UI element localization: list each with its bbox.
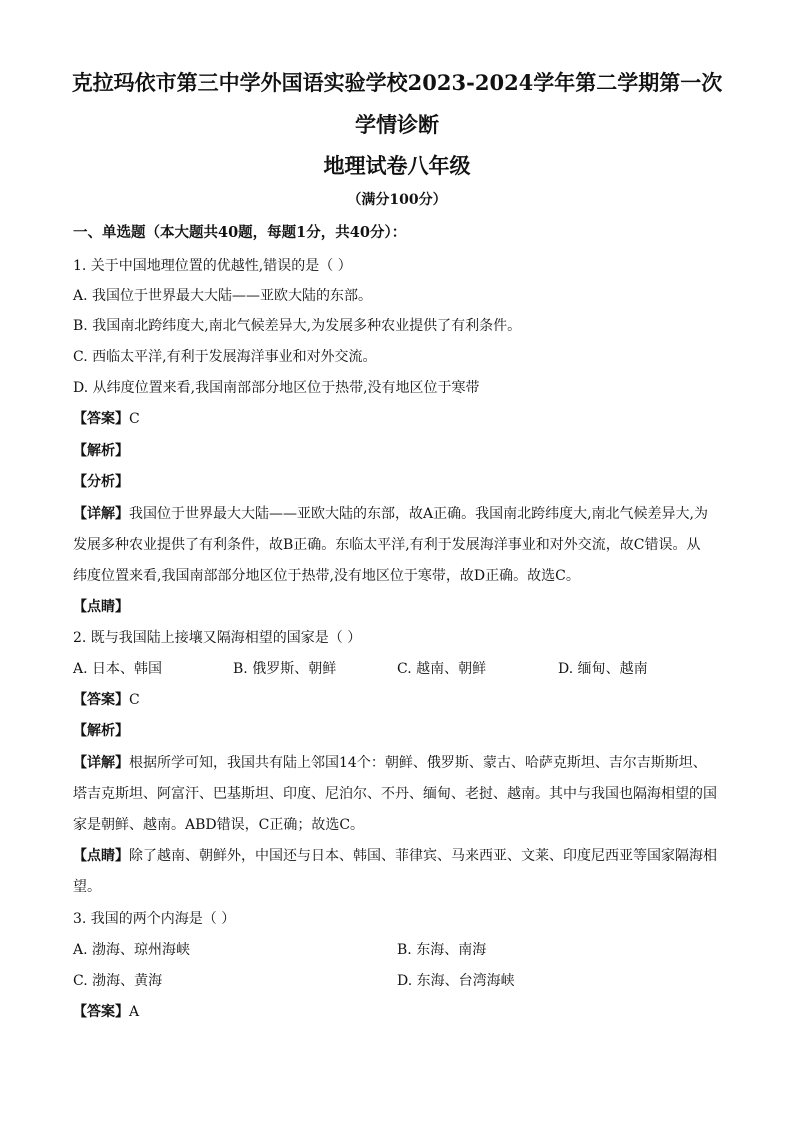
detail-tag: 【详解】: [73, 755, 129, 771]
q1-detail-line2: 发展多种农业提供了有利条件，故B正确。东临太平洋,有利于发展海洋事业和对外交流，故C错误。从: [73, 537, 701, 553]
q1-stem: 1. 关于中国地理位置的优越性,错误的是（ ）: [73, 258, 352, 274]
answer-tag: 【答案】: [73, 1004, 129, 1020]
doc-score: （满分100分）: [347, 192, 447, 208]
q2-detail-line1: [73, 753, 707, 773]
answer-value: C: [129, 411, 140, 427]
q2-option-d: D. 缅甸、越南: [558, 661, 648, 677]
answer-value: A: [129, 1004, 140, 1020]
q1-option-b: B. 我国南北跨纬度大,南北气候差异大,为发展多种农业提供了有利条件。: [73, 318, 522, 334]
answer-tag: 【答案】: [73, 692, 129, 708]
detail-text: 根据所学可知，我国共有陆上邻国14个：朝鲜、俄罗斯、蒙古、哈萨克斯坦、吉尔吉斯斯坦、: [129, 755, 707, 771]
q3-option-c: C. 渤海、黄海: [73, 973, 163, 989]
dianjing-text: 除了越南、朝鲜外，中国还与日本、韩国、菲律宾、马来西亚、文莱、印度尼西亚等国家隔海相: [129, 848, 717, 864]
q1-detail-line3: 纬度位置来看,我国南部部分地区位于热带,没有地区位于寒带，故D正确。故选C。: [73, 568, 580, 584]
q1-option-c: C. 西临太平洋,有利于发展海洋事业和对外交流。: [73, 349, 377, 365]
detail-text: 我国位于世界最大大陆——亚欧大陆的东部，故A正确。我国南北跨纬度大,南北气候差异大,为: [129, 506, 709, 522]
section-heading: 一、单选题（本大题共40题，每题1分，共40分）：: [73, 224, 407, 241]
q1-analysis-tag: 【解析】: [73, 443, 129, 459]
q1-answer: [73, 409, 140, 429]
doc-title-line2: 学情诊断: [355, 112, 439, 137]
q3-option-b: B. 东海、南海: [397, 942, 487, 958]
answer-tag: 【答案】: [73, 411, 129, 427]
q1-dianjing-tag: 【点睛】: [73, 599, 129, 615]
q1-option-d: D. 从纬度位置来看,我国南部部分地区位于热带,没有地区位于寒带: [73, 380, 480, 396]
answer-value: C: [129, 692, 140, 708]
q2-dianjing-line1: [73, 846, 717, 866]
q3-answer: [73, 1002, 139, 1022]
q2-stem: 2. 既与我国陆上接壤又隔海相望的国家是（ ）: [73, 630, 362, 646]
q2-detail-line2: 塔吉克斯坦、阿富汗、巴基斯坦、印度、尼泊尔、不丹、缅甸、老挝、越南。其中与我国也隔海相望的国: [73, 786, 717, 802]
q2-option-a: A. 日本、韩国: [73, 661, 163, 677]
dianjing-tag: 【点睛】: [73, 848, 129, 864]
q3-stem: 3. 我国的两个内海是（ ）: [73, 911, 236, 927]
q1-detail-line1: [73, 504, 708, 524]
q2-answer: [73, 690, 140, 710]
q2-option-c: C. 越南、朝鲜: [397, 661, 487, 677]
q1-option-a: A. 我国位于世界最大大陆——亚欧大陆的东部。: [73, 288, 373, 304]
q3-option-a: A. 渤海、琼州海峡: [73, 942, 191, 958]
q2-detail-line3: 家是朝鲜、越南。ABD错误，C正确；故选C。: [73, 817, 365, 833]
q2-dianjing-line2: 望。: [73, 879, 101, 895]
q2-analysis-tag: 【解析】: [73, 723, 129, 739]
doc-title-line1: 克拉玛依市第三中学外国语实验学校2023-2024学年第二学期第一次: [71, 70, 723, 95]
doc-subject: 地理试卷八年级: [323, 153, 471, 178]
q3-option-d: D. 东海、台湾海峡: [397, 973, 515, 989]
detail-tag: 【详解】: [73, 506, 129, 522]
q1-fenxi-tag: 【分析】: [73, 474, 129, 490]
q2-option-b: B. 俄罗斯、朝鲜: [233, 661, 337, 677]
